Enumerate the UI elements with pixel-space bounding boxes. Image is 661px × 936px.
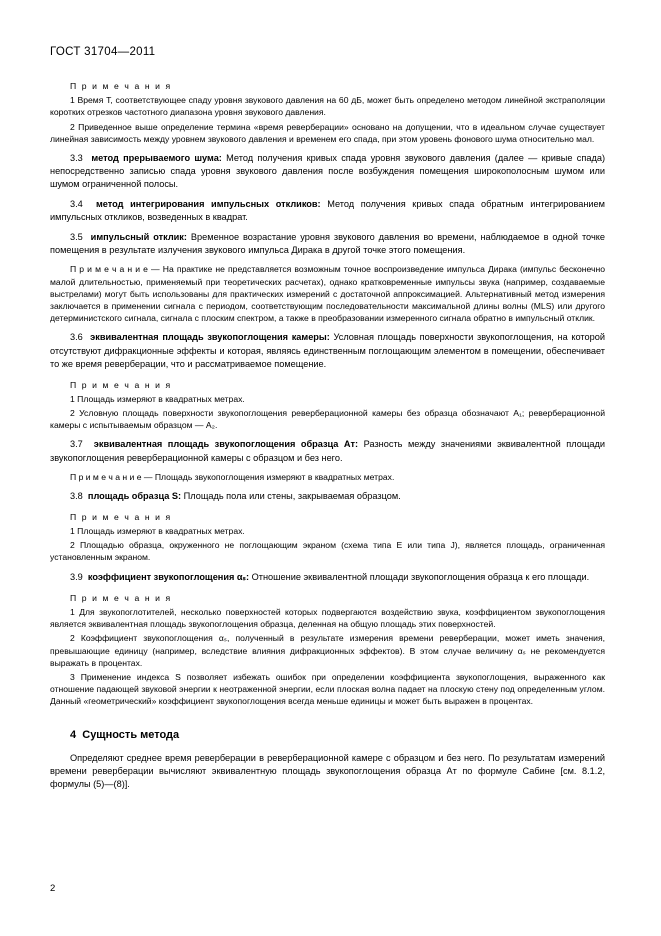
notes-heading: П р и м е ч а н и я [70,81,172,91]
term-entry [50,231,605,257]
document-body [50,80,605,791]
notes-heading: П р и м е ч а н и я [70,511,172,522]
section-number: 4 [70,728,77,741]
note-item: 2 Условную площадь поверхности звукопоглощения реверберационной камеры без образца обозначают A₁; реверберационной камеры с испытываемым образцом — A₂. [50,408,605,431]
term-title: метод интегрирования импульсных откликов: [96,199,321,210]
term-entry [50,438,605,464]
note-item: 2 Площадью образца, окруженного не поглощающим экраном (схема типа Е или типа J), является площадь, ограниченная установленным экраном. [50,540,605,563]
note-inline: П р и м е ч а н и е — Площадь звукопоглощения измеряют в квадратных метрах. [70,471,395,482]
note-item: 1 Для звукопоглотителей, несколько поверхностей которых подвергаются воздействию звука, коэффициентом звукопоглощения является эквивалентная площадь звукопоглощения образца, деленная на общую площадь этих поверхностей. [50,606,605,630]
notes-heading: П р и м е ч а н и я [70,592,172,603]
section-paragraph: Определяют среднее время реверберации в реверберационной камере с образцом и без него. По результатам измерений времени реверберации вычисляют эквивалентную площадь звукопоглощения образца Aᴛ по формуле Сабине [см. 8.1.2, формулы (5)—(8)]. [50,753,605,790]
page-number: 2 [50,883,56,894]
note-inline: П р и м е ч а н и е — На практике не представляется возможным точное воспроизведение импульса Дирака (импульс бесконечно малой длительностью, применяемый при теоретических расчетах), однако кратковременные импульсы звука (например, создаваемые выстрелами) могут быть использованы для практических измерений с достаточной аппроксимацией. Альтернативный метод измерения заключается в применении сигнала с периодом, соответствующим последовательности максимальной длины волны (MLS) или другого детерминистского сигнала, сигнала с плоским спектром, а также в преобразовании измеренного сигнала обратно в импульсный отклик. [50,264,605,324]
term-text: Условная площадь поверхности звукопоглощения, на которой отсутствуют дифракционные эффекты и которая, являясь единственным поглощающим элементом в помещении, обеспечивает то же время реверберации, что и рассматриваемое помещение. [50,332,605,369]
term-title: площадь образца S: [87,490,182,501]
notes-heading: П р и м е ч а н и я [70,379,172,390]
term-title: метод прерываемого шума: [91,153,222,164]
term-number: 3.9 [70,571,83,582]
note-item: 2 Коэффициент звукопоглощения αₛ, полученный в результате измерения времени реверберации, может иметь значения, превышающие единицу (например, вследствие влияния дифракционных эффектов). В этом случае величину αₛ не рекомендуется выражать в процентах. [50,633,605,668]
term-number: 3.6 [70,332,83,343]
term-title: коэффициент звукопоглощения αₛ: [87,571,250,582]
term-entry [50,152,605,191]
term-text: Временное возрастание уровня звукового давления во времени, наблюдаемое в одной точке помещения в результате излучения звукового импульса Дирака в другой точке этого помещения. [50,232,605,256]
section-title: Сущность метода [82,728,180,741]
term-text: Метод получения кривых спада уровня звукового давления (далее — кривые спада) непосредственно записью спада уровня звукового давления после возбуждения помещения широкополосным шумом или шумом ограниченной полосы. [50,153,606,190]
term-number: 3.7 [70,439,83,450]
term-title: эквивалентная площадь звукопоглощения образца Aᴛ: [93,439,359,450]
term-entry [50,331,605,370]
term-number: 3.3 [70,153,83,164]
page-header: ГОСТ 31704—2011 [50,46,156,58]
section-heading [50,728,605,744]
term-number: 3.5 [70,232,83,243]
term-title: импульсный отклик: [90,232,187,243]
term-text: Метод получения кривых спада обратным интегрированием импульсных откликов, возведенных в квадрат. [50,199,605,223]
note-item: 1 Площадь измеряют в квадратных метрах. [70,393,245,404]
term-number: 3.4 [70,199,83,210]
term-entry [50,571,605,584]
term-entry [50,198,605,224]
term-title: эквивалентная площадь звукопоглощения камеры: [90,332,330,343]
term-text: Разность между значениями эквивалентной площади звукопоглощения реверберационной камеры с образцом и без него. [50,439,605,463]
note-item: 2 Приведенное выше определение термина «время реверберации» основано на допущении, что в идеальном случае существует линейная зависимость между уровнем звукового давления и временем его спада, при этом уровень фонового шума относительно мал. [50,121,605,144]
term-text: Площадь пола или стены, закрываемая образцом. [183,490,401,501]
note-item: 1 Время T, соответствующее спаду уровня звукового давления на 60 дБ, может быть определено методом линейной экстраполяции коротких отрезков частотного диапазона уровня звукового давления. [50,95,605,118]
term-number: 3.8 [70,490,83,501]
note-item: 3 Применение индекса S позволяет избежать ошибок при определении коэффициента звукопоглощения, выраженного как отношение падающей звуковой энергии к неотраженной энергии, если плоская волна падает на плоскую стену под определенным углом. Данный «геометрический» коэффициент звукопоглощения всегда меньше единицы и может быть выражен в процентах. [50,671,605,707]
note-item: 1 Площадь измеряют в квадратных метрах. [70,526,245,537]
term-text: Отношение эквивалентной площади звукопоглощения образца к его площади. [251,571,590,582]
term-entry [50,490,605,503]
